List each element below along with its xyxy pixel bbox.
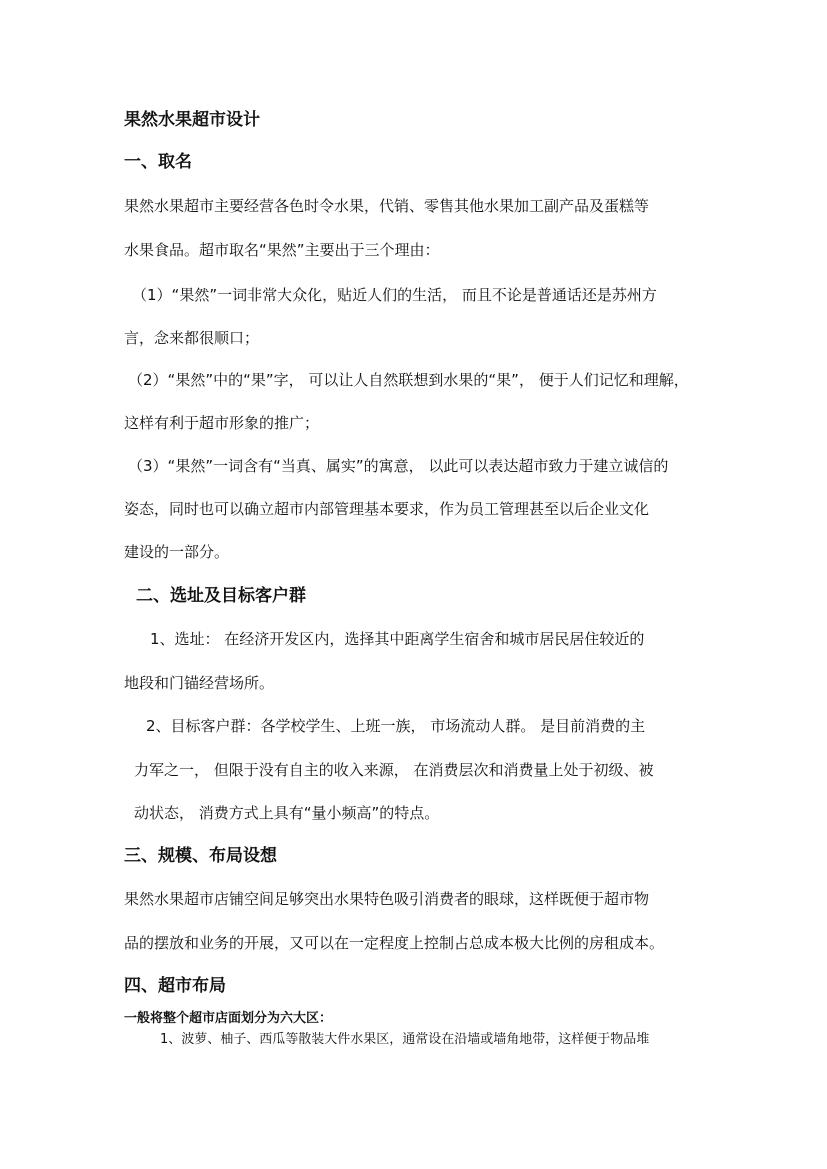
paragraph-line: 力军之一， 但限于没有自主的收入来源， 在消费层次和消费量上处于初级、被: [134, 761, 654, 779]
paragraph-line: 1、波萝、柚子、西瓜等散装大件水果区，通常设在沿墙或墙角地带，这样便于物品堆: [160, 1032, 650, 1047]
paragraph-line: 动状态， 消费方式上具有“量小频高”的特点。: [134, 804, 440, 822]
section-heading-location: 二、选址及目标客户群: [136, 586, 306, 606]
section-heading-layout: 四、超市布局: [124, 976, 226, 996]
paragraph-line: 2、目标客户群：各学校学生、上班一族， 市场流动人群。 是目前消费的主: [146, 717, 646, 735]
paragraph-line: （2）“果然”中的“果”字， 可以让人自然联想到水果的“果”， 便于人们记忆和理解，: [128, 371, 689, 389]
paragraph-line: 果然水果超市主要经营各色时令水果，代销、零售其他水果加工副产品及蛋糕等: [124, 197, 650, 215]
paragraph-line: （3）“果然”一词含有“当真、属实”的寓意， 以此可以表达超市致力于建立诚信的: [128, 457, 669, 475]
paragraph-line: 水果食品。超市取名“果然”主要出于三个理由：: [124, 241, 440, 259]
paragraph-line: （1）“果然”一词非常大众化，贴近人们的生活， 而且不论是普通话还是苏州方: [132, 286, 657, 304]
paragraph-line: 建设的一部分。: [124, 543, 230, 561]
section-heading-naming: 一、取名: [124, 152, 192, 172]
paragraph-line: 1、选址： 在经济开发区内，选择其中距离学生宿舍和城市居民居住较近的: [150, 630, 645, 648]
document-title: 果然水果超市设计: [124, 110, 260, 130]
paragraph-line: 言，念来都很顺口；: [124, 329, 260, 347]
section-heading-scale: 三、规模、布局设想: [124, 846, 277, 866]
paragraph-line: 果然水果超市店铺空间足够突出水果特色吸引消费者的眼球，这样既便于超市物: [124, 890, 650, 908]
paragraph-line: 一般将整个超市店面划分为六大区：: [124, 1011, 333, 1026]
paragraph-line: 地段和门锚经营场所。: [124, 674, 275, 692]
paragraph-line: 姿态，同时也可以确立超市内部管理基本要求，作为员工管理甚至以后企业文化: [124, 500, 650, 518]
paragraph-line: 品的摆放和业务的开展，又可以在一定程度上控制占总成本极大比例的房租成本。: [124, 934, 665, 952]
paragraph-line: 这样有利于超市形象的推广；: [124, 414, 320, 432]
